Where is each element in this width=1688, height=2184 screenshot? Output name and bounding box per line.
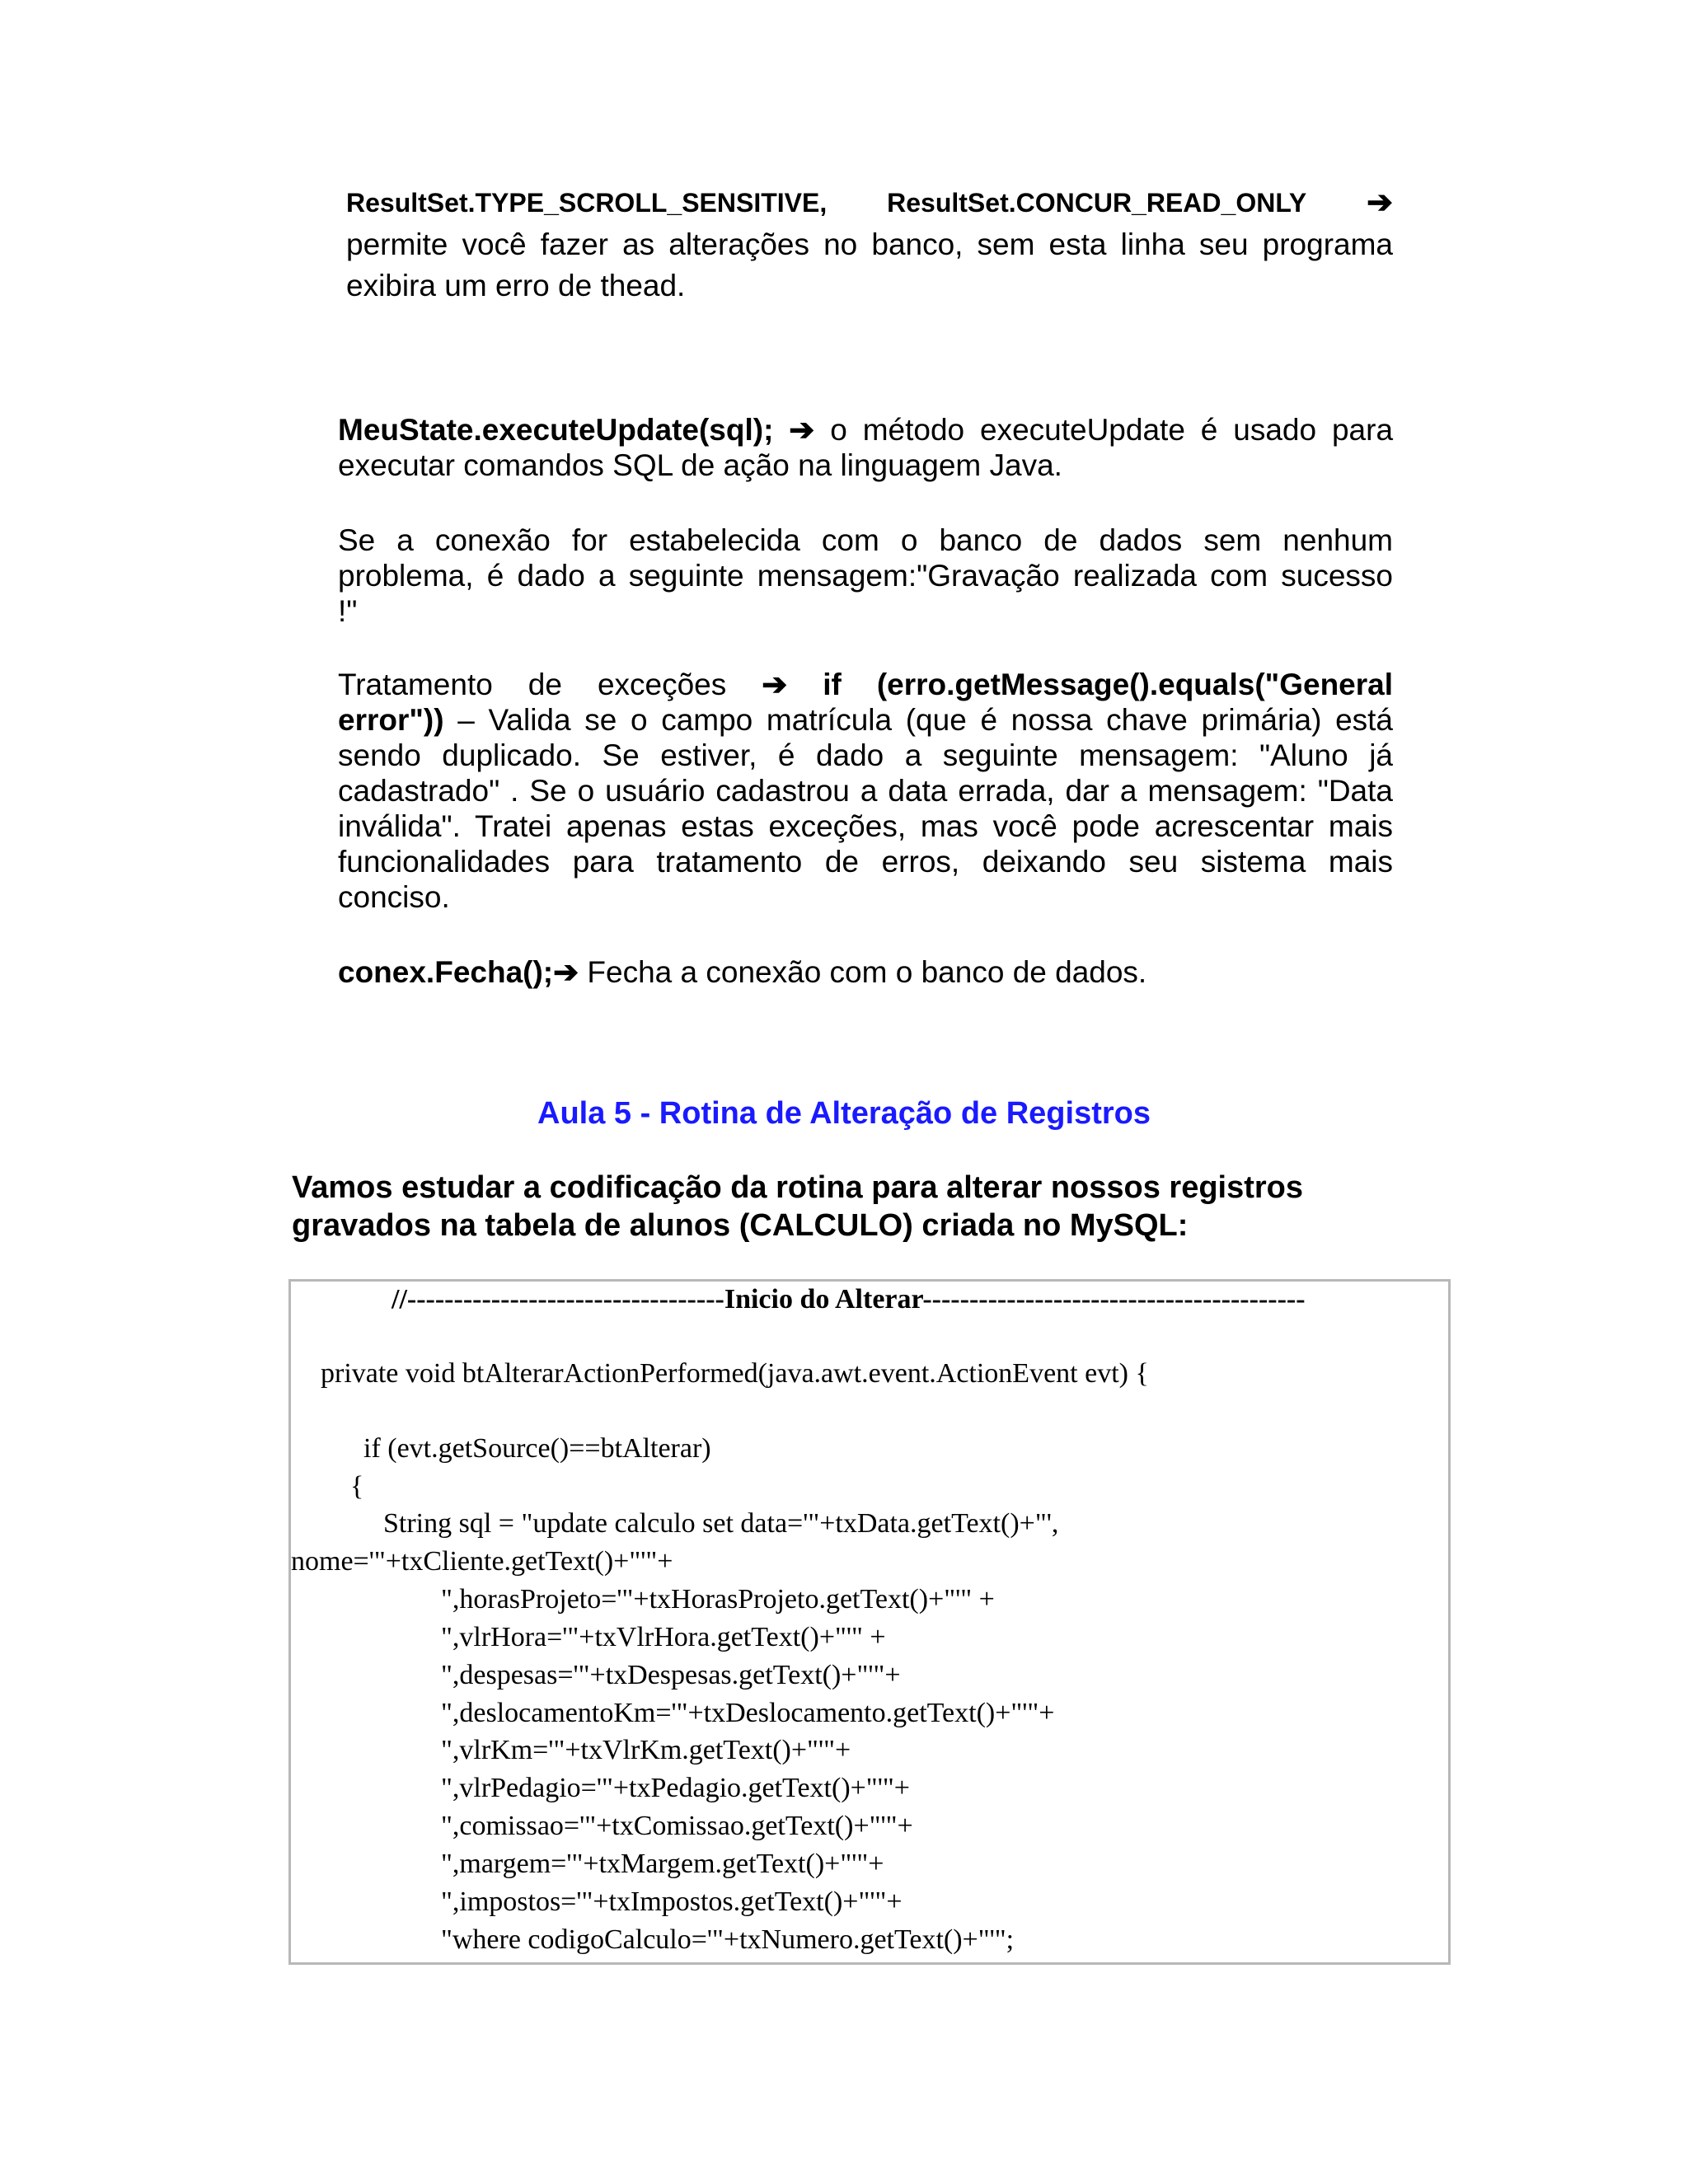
section-title: Aula 5 - Rotina de Alteração de Registros <box>537 1096 1151 1131</box>
close-connection-code: conex.Fecha(); <box>338 955 554 989</box>
close-connection-paragraph <box>338 954 1393 990</box>
arrow-right-icon: ➔ <box>553 955 579 989</box>
close-connection-text: Fecha a conexão com o banco de dados. <box>587 955 1147 989</box>
connection-line-2: problema, é dado a seguinte mensagem:"Gravação realizada com sucesso <box>338 559 1393 593</box>
resultset-type-const: ResultSet.TYPE_SCROLL_SENSITIVE, <box>346 188 828 218</box>
code-line: if (evt.getSource()==btAlterar) <box>363 1433 711 1464</box>
exceptions-line-3: sendo duplicado. Se estiver, é dado a seguinte mensagem: "Aluno já <box>338 738 1393 772</box>
resultset-paragraph <box>346 181 1393 307</box>
exceptions-line-2: – Valida se o campo matrícula (que é nossa chave primária) está <box>457 703 1394 737</box>
code-line: ",margem='"+txMargem.getText()+"'"+ <box>441 1849 884 1879</box>
exceptions-code-a: if (erro.getMessage().equals("General <box>823 668 1393 701</box>
exceptions-line-5: inválida". Tratei apenas estas exceções, mas você pode acrescentar mais <box>338 809 1393 843</box>
code-line: "where codigoCalculo='"+txNumero.getText()+"'"; <box>441 1924 1015 1955</box>
code-box <box>288 1279 1451 1965</box>
resultset-line <box>346 181 1393 224</box>
execute-update-line-2: executar comandos SQL de ação na linguagem Java. <box>338 448 1062 482</box>
section-intro <box>292 1169 1446 1244</box>
arrow-right-icon: ➔ <box>762 668 788 701</box>
exceptions-paragraph <box>338 667 1393 915</box>
exceptions-line-4: cadastrado" . Se o usuário cadastrou a data errada, dar a mensagem: "Data <box>338 774 1393 808</box>
code-line: ",vlrHora='"+txVlrHora.getText()+"'" + <box>441 1622 886 1652</box>
exceptions-line-7: conciso. <box>338 880 450 914</box>
code-line: ",comissao='"+txComissao.getText()+"'"+ <box>441 1811 913 1841</box>
code-line: nome='"+txCliente.getText()+"'"+ <box>291 1546 673 1577</box>
code-line: ",vlrKm='"+txVlrKm.getText()+"'"+ <box>441 1735 851 1765</box>
execute-update-code: MeuState.executeUpdate(sql); <box>338 413 774 447</box>
resultset-line-3: exibira um erro de thead. <box>346 269 686 302</box>
resultset-line-2: permite você fazer as alterações no banco, sem esta linha seu programa <box>346 227 1393 261</box>
execute-update-text: o método executeUpdate é usado para <box>830 413 1394 447</box>
execute-update-paragraph <box>338 412 1393 483</box>
code-line: ",horasProjeto='"+txHorasProjeto.getText()+"'" + <box>441 1584 995 1615</box>
code-line: ",despesas='"+txDespesas.getText()+"'"+ <box>441 1660 901 1690</box>
arrow-right-icon: ➔ <box>789 413 815 447</box>
code-line: String sql = "update calculo set data='"+txData.getText()+"', <box>383 1508 1059 1539</box>
code-comment-header: //----------------------------------Inicio do Alterar----------------------------------------- <box>392 1284 1306 1315</box>
exceptions-label: Tratamento de exceções <box>338 668 727 701</box>
connection-line-1: Se a conexão for estabelecida com o banco de dados sem nenhum <box>338 523 1393 557</box>
code-line: private void btAlterarActionPerformed(java.awt.event.ActionEvent evt) { <box>321 1358 1149 1389</box>
arrow-right-icon: ➔ <box>1367 185 1393 220</box>
code-line: ",vlrPedagio='"+txPedagio.getText()+"'"+ <box>441 1773 910 1803</box>
intro-line-2: gravados na tabela de alunos (CALCULO) criada no MySQL: <box>292 1208 1189 1243</box>
code-line: ",impostos='"+txImpostos.getText()+"'"+ <box>441 1886 903 1917</box>
exceptions-line-6: funcionalidades para tratamento de erros, deixando seu sistema mais <box>338 845 1393 879</box>
intro-line-1: Vamos estudar a codificação da rotina para alterar nossos registros <box>292 1170 1304 1205</box>
code-line: ",deslocamentoKm='"+txDeslocamento.getText()+"'"+ <box>441 1698 1055 1728</box>
exceptions-code-b: error")) <box>338 703 444 737</box>
connection-line-3: !" <box>338 594 358 628</box>
connection-paragraph <box>338 523 1393 629</box>
code-line: { <box>350 1471 364 1502</box>
resultset-concur-const: ResultSet.CONCUR_READ_ONLY <box>887 188 1307 218</box>
